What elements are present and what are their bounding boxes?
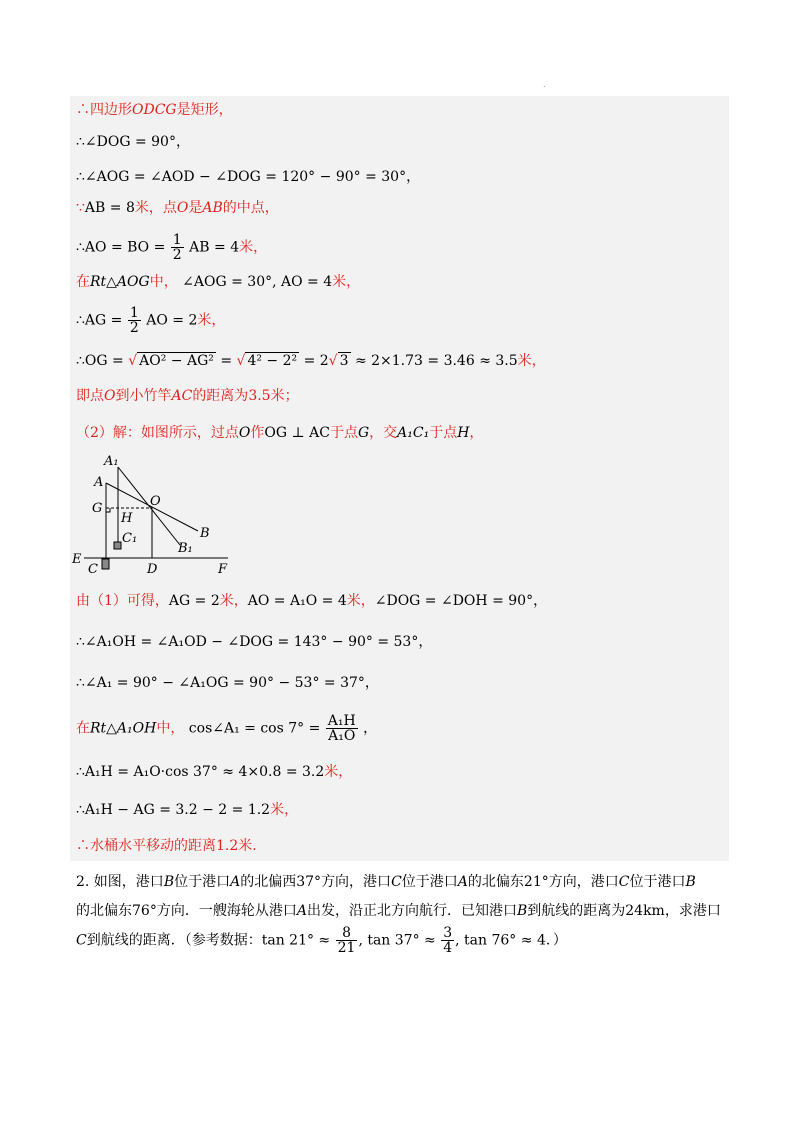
solution-line-7: ∴AG = $\frac{1}{2}$ AO = 2米， — [76, 305, 226, 336]
solution-line-10: （2）解：如图所示，过点O作OG ⊥ AC于点G，交A₁C₁于点H， — [76, 425, 484, 441]
label-o: O — [150, 494, 161, 509]
solution-line-14: 在Rt△A₁OH中， cos∠A₁ = cos 7° = $\frac{\text{A₁H}}{\text{A₁O}}$ ， — [76, 713, 378, 744]
solution-line-4: ∵AB = 8米，点O是AB的中点， — [76, 200, 279, 216]
solution-line-17: ∴水桶水平移动的距离1.2米. — [76, 838, 257, 854]
label-c1: C₁ — [122, 531, 138, 546]
label-d: D — [147, 562, 158, 577]
label-g: G — [92, 501, 103, 516]
bucket-c1 — [114, 542, 121, 549]
solution-line-12: ∴∠A₁OH = ∠A₁OD − ∠DOG = 143° − 90° = 53°， — [76, 634, 433, 650]
solution-line-3: ∴∠AOG = ∠AOD − ∠DOG = 120° − 90° = 30°， — [76, 169, 421, 185]
solution-line-5: ∴AO = BO = $\frac{1}{2}$ AB = 4米， — [76, 232, 268, 263]
top-mark: . — [543, 80, 546, 89]
label-e: E — [72, 552, 82, 567]
right-angle-mark — [106, 508, 110, 512]
question-2: 2. 如图，港口B位于港口A的北偏西37°方向，港口C位于港口A的北偏东21°方向，港口C位于港口B 的北偏东76°方向．一艘海轮从港口A出发，沿正北方向航行．已知港口B到航线的距离为24km，求港口 C到航线的距离．（参考数据：tan 21° ≈ $\frac{8}{21}$ , tan 37° ≈ $\frac{3}{4}$ , tan 76° ≈ 4．） — [76, 874, 721, 956]
solution-line-11: 由（1）可得，AG = 2米，AO = A₁O = 4米，∠DOG = ∠DOH = 90°， — [76, 593, 548, 609]
solution-line-2: ∴∠DOG = 90°， — [76, 134, 190, 150]
label-c: C — [88, 562, 98, 577]
solution-line-9: 即点O到小竹竿AC的距离为3.5米； — [76, 388, 299, 404]
label-b1: B₁ — [178, 541, 193, 556]
solution-line-8: ∴OG = √ AO² − AG² = √ 4² − 2² = 2√ 3 ≈ 2×1.73 = 3.46 ≈ 3.5米， — [76, 353, 546, 369]
solution-line-15: ∴A₁H = A₁O·cos 37° ≈ 4×0.8 = 3.2米， — [76, 764, 353, 780]
solution-line-6: 在Rt△AOG中， ∠AOG = 30°, AO = 4米， — [76, 274, 361, 290]
label-a: A — [94, 475, 104, 490]
label-f: F — [218, 562, 228, 577]
label-b: B — [200, 526, 210, 541]
label-a1: A₁ — [104, 454, 119, 469]
solution-line-16: ∴A₁H − AG = 3.2 − 2 = 1.2米， — [76, 802, 299, 818]
geometry-diagram — [70, 453, 240, 583]
bucket-c — [102, 559, 109, 569]
solution-line-1: ∴四边形ODCG是矩形， — [76, 102, 233, 118]
solution-line-13: ∴∠A₁ = 90° − ∠A₁OG = 90° − 53° = 37°， — [76, 675, 379, 691]
label-h: H — [121, 511, 133, 526]
